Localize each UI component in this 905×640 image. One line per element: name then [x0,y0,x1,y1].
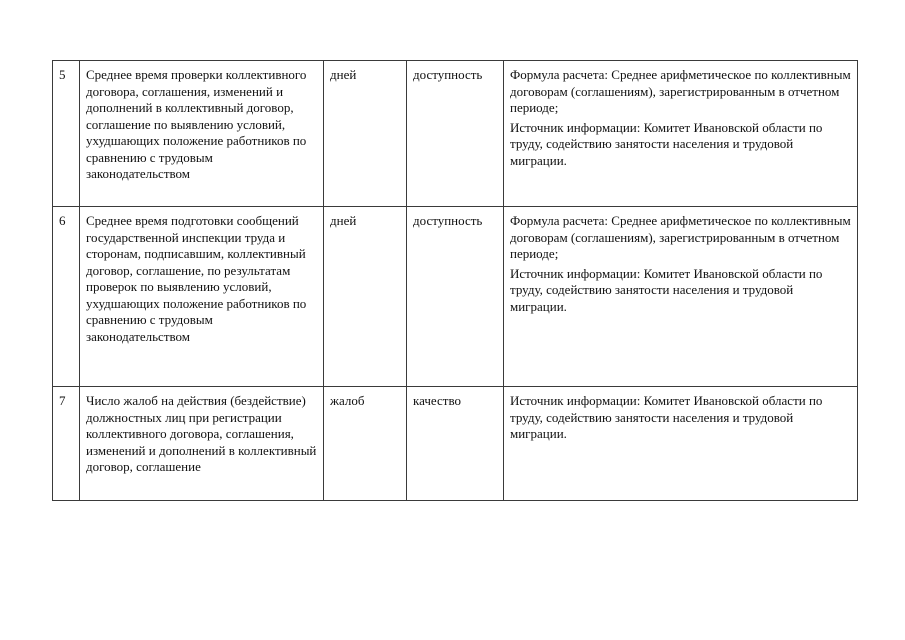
indicator-name: Число жалоб на действия (бездействие) должностных лиц при регистрации коллективного договора, соглашения, изменений и дополнений в коллективный договор, соглашение [80,387,324,501]
row-number: 6 [53,207,80,387]
indicator-name: Среднее время проверки коллективного договора, соглашения, изменений и дополнений в коллективный договор, соглашение по выявлению условий, ухудшающих положение работников по сравнению с трудовым законодательством [80,61,324,207]
calculation-info [504,207,858,387]
calculation-info [504,61,858,207]
indicator-name: Среднее время подготовки сообщений государственной инспекции труда и сторонам, подписавшим, коллективный договор, соглашение, по результатам проверок по выявлению условий, ухудшающих положение работников по сравнению с трудовым законодательством [80,207,324,387]
source-text: Источник информации: Комитет Ивановской области по труду, содействию занятости населения и трудовой миграции. [510,119,823,168]
row-number: 7 [53,387,80,501]
calculation-info [504,387,858,501]
source-text: Источник информации: Комитет Ивановской области по труду, содействию занятости населения и трудовой миграции. [510,265,823,314]
table-row [53,207,858,387]
indicator-type: доступность [407,207,504,387]
indicator-type: доступность [407,61,504,207]
indicators-table [52,60,858,501]
table-row [53,61,858,207]
row-number: 5 [53,61,80,207]
unit-of-measure: жалоб [324,387,407,501]
unit-of-measure: дней [324,207,407,387]
indicator-type: качество [407,387,504,501]
source-text: Источник информации: Комитет Ивановской области по труду, содействию занятости населения и трудовой миграции. [510,393,823,441]
formula-text: Формула расчета: Среднее арифметическое по коллективным договорам (соглашениям), зарегистрированным в отчетном периоде; [510,213,851,261]
unit-of-measure: дней [324,61,407,207]
table-row [53,387,858,501]
formula-text: Формула расчета: Среднее арифметическое по коллективным договорам (соглашениям), зарегистрированным в отчетном периоде; [510,67,851,115]
